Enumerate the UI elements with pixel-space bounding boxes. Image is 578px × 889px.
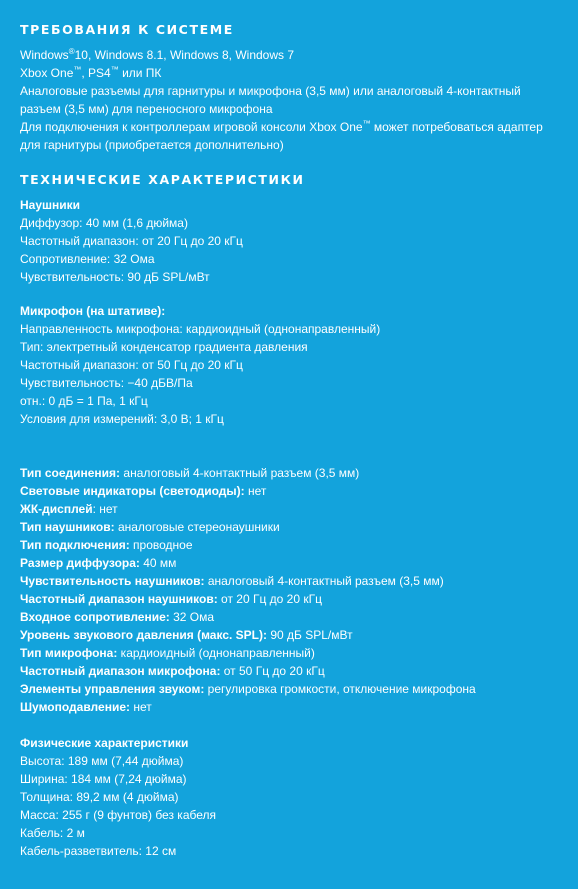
headphones-line: Сопротивление: 32 Ома <box>20 252 155 266</box>
physical-line: Ширина: 184 мм (7,24 дюйма) <box>20 772 187 786</box>
requirements-analog: Аналоговые разъемы для гарнитуры и микрофона (3,5 мм) или аналоговый 4-контактный разъем (3,5 мм) для переносного микрофона <box>20 84 521 116</box>
headphones-title: Наушники <box>20 198 81 212</box>
headphones-line: Диффузор: 40 мм (1,6 дюйма) <box>20 216 188 230</box>
microphone-line: Чувствительность: −40 дБВ/Па <box>20 376 193 390</box>
microphone-line: Частотный диапазон: от 50 Гц до 20 кГц <box>20 358 243 372</box>
requirements-heading: ТРЕБОВАНИЯ К СИСТЕМЕ <box>20 22 234 37</box>
headphones-line: Частотный диапазон: от 20 Гц до 20 кГц <box>20 234 243 248</box>
microphone-line: Направленность микрофона: кардиоидный (однонаправленный) <box>20 322 381 336</box>
spec-row: Тип наушников: аналоговые стереонаушники <box>20 520 280 534</box>
microphone-line: Условия для измерений: 3,0 В; 1 кГц <box>20 412 224 426</box>
spec-row: Элементы управления звуком: регулировка громкости, отключение микрофона <box>20 682 476 696</box>
spec-row: Тип подключения: проводное <box>20 538 193 552</box>
headphones-line: Чувствительность: 90 дБ SPL/мВт <box>20 270 210 284</box>
spec-row: Уровень звукового давления (макс. SPL): 90 дБ SPL/мВт <box>20 628 353 642</box>
requirements-windows: Windows®10, Windows 8.1, Windows 8, Windows 7 <box>20 47 295 62</box>
microphone-title: Микрофон (на штативе): <box>20 304 166 318</box>
spec-row: ЖК-дисплей: нет <box>20 502 118 516</box>
spec-row: Световые индикаторы (светодиоды): нет <box>20 484 267 498</box>
requirements-controller: Для подключения к контроллерам игровой консоли Xbox One™ может потребоваться адаптер для гарнитуры (приобретается дополнительно) <box>20 119 543 152</box>
spec-row: Чувствительность наушников: аналоговый 4-контактный разъем (3,5 мм) <box>20 574 444 588</box>
tech-heading: ТЕХНИЧЕСКИЕ ХАРАКТЕРИСТИКИ <box>20 172 305 187</box>
spec-row: Частотный диапазон наушников: от 20 Гц до 20 кГц <box>20 592 322 606</box>
spec-row: Тип микрофона: кардиоидный (однонаправленный) <box>20 646 315 660</box>
spec-row: Частотный диапазон микрофона: от 50 Гц до 20 кГц <box>20 664 325 678</box>
physical-line: Высота: 189 мм (7,44 дюйма) <box>20 754 184 768</box>
physical-line: Масса: 255 г (9 фунтов) без кабеля <box>20 808 217 822</box>
spec-row: Тип соединения: аналоговый 4-контактный разъем (3,5 мм) <box>20 466 360 480</box>
physical-line: Кабель: 2 м <box>20 826 85 840</box>
spec-row: Входное сопротивление: 32 Ома <box>20 610 215 624</box>
spec-row: Размер диффузора: 40 мм <box>20 556 177 570</box>
physical-line: Кабель-разветвитель: 12 см <box>20 844 177 858</box>
physical-title: Физические характеристики <box>20 736 189 750</box>
microphone-line: отн.: 0 дБ = 1 Па, 1 кГц <box>20 394 148 408</box>
microphone-line: Тип: электретный конденсатор градиента давления <box>20 340 308 354</box>
physical-line: Толщина: 89,2 мм (4 дюйма) <box>20 790 179 804</box>
requirements-consoles: Xbox One™, PS4™ или ПК <box>20 65 162 80</box>
spec-row: Шумоподавление: нет <box>20 700 152 714</box>
